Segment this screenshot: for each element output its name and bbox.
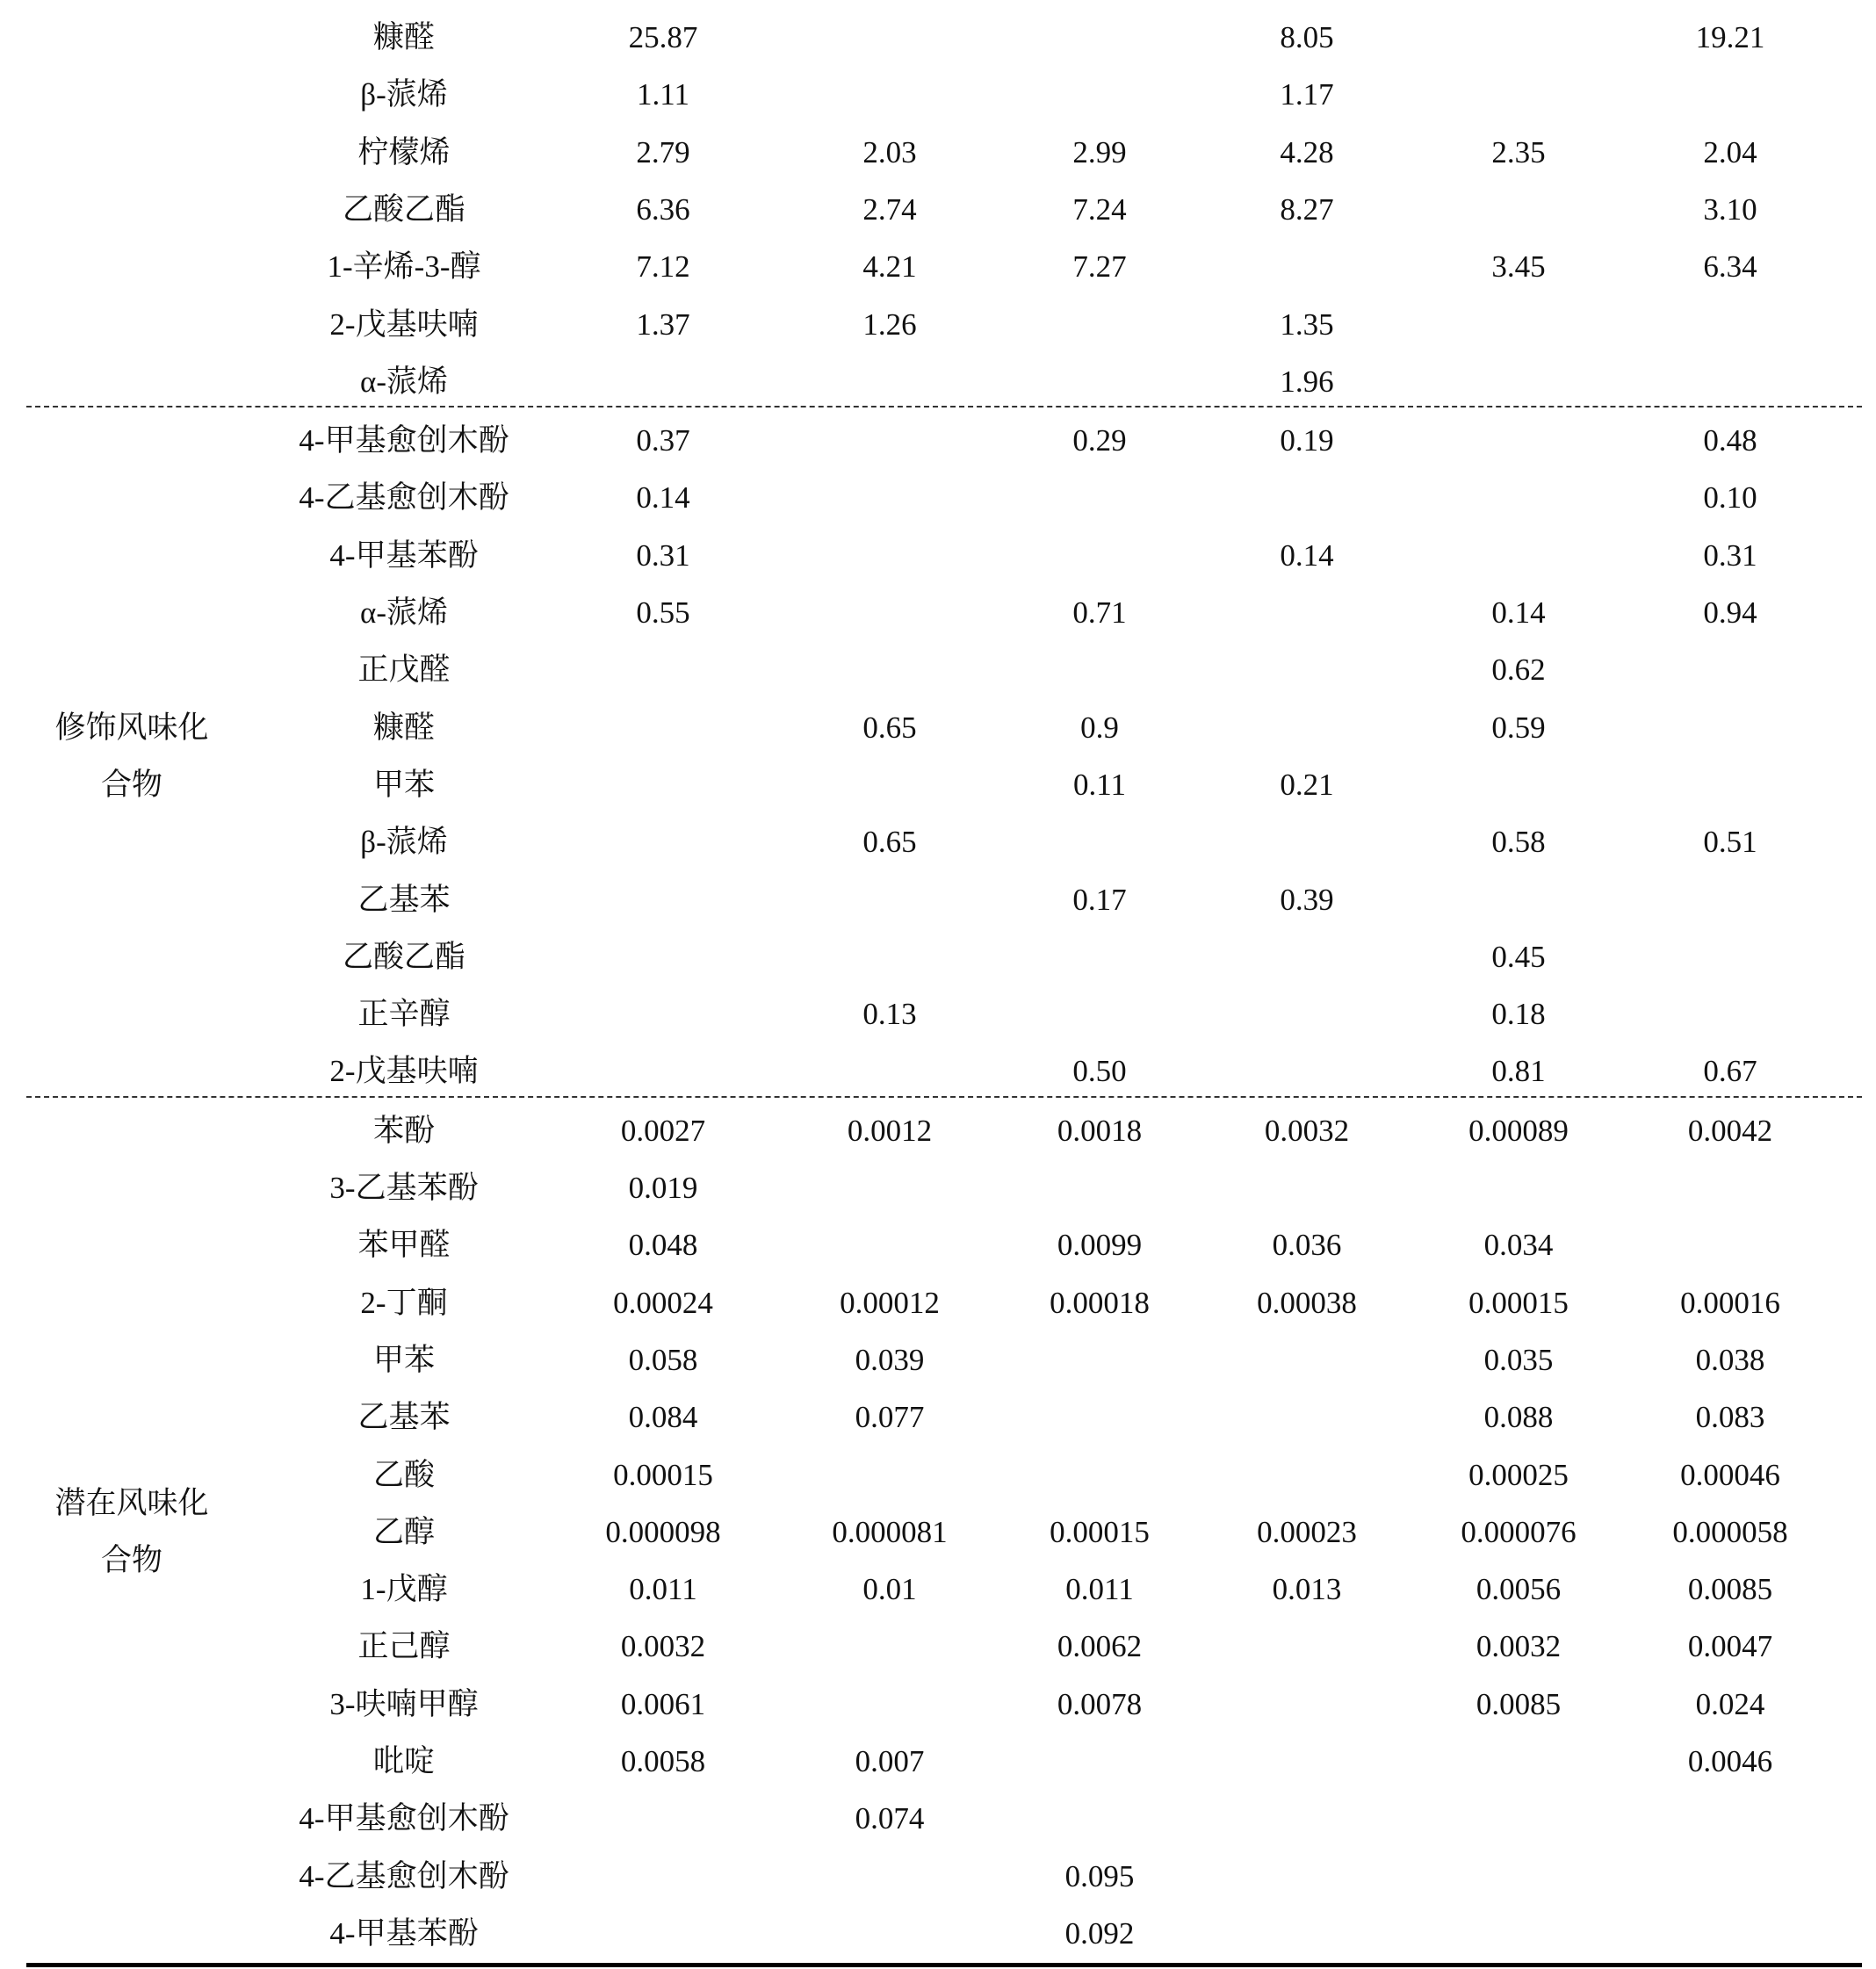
value-cell: 0.48 — [1703, 423, 1757, 458]
value-cell: 0.00025 — [1468, 1457, 1569, 1492]
value-cell: 0.31 — [1703, 537, 1757, 573]
value-cell: 0.29 — [1072, 423, 1127, 458]
table-row — [26, 979, 1862, 1036]
table-row — [26, 463, 1862, 520]
table-row — [26, 60, 1862, 117]
value-cell: 19.21 — [1695, 20, 1765, 54]
value-cell: 7.24 — [1072, 191, 1127, 227]
value-cell: 0.0042 — [1687, 1113, 1773, 1148]
value-cell: 0.00018 — [1050, 1285, 1150, 1320]
table-row — [26, 1036, 1862, 1093]
value-cell: 0.01 — [862, 1572, 917, 1607]
value-cell: 0.50 — [1072, 1054, 1127, 1089]
compound-name: 3-呋喃甲醇 — [329, 1686, 479, 1721]
value-cell: 0.00012 — [840, 1285, 940, 1320]
value-cell: 8.05 — [1280, 20, 1334, 54]
value-cell: 0.0032 — [1264, 1113, 1350, 1148]
value-cell — [1585, 865, 1875, 922]
value-cell: 0.00015 — [613, 1457, 713, 1492]
value-cell: 7.12 — [636, 249, 690, 285]
table-row — [26, 1554, 1862, 1612]
value-cell: 0.0056 — [1476, 1572, 1562, 1607]
value-cell: 0.000081 — [832, 1514, 948, 1549]
value-cell: 0.084 — [628, 1400, 698, 1435]
value-cell: 1.17 — [1280, 77, 1334, 112]
value-cell: 0.10 — [1703, 480, 1757, 516]
value-cell: 1.37 — [636, 307, 690, 342]
compound-name: 2-戊基呋喃 — [329, 1054, 479, 1089]
value-cell: 0.11 — [1073, 767, 1126, 802]
compound-name: 正己醇 — [357, 1629, 451, 1664]
value-cell: 0.71 — [1072, 595, 1127, 630]
value-cell: 0.65 — [862, 825, 917, 860]
compound-name: 4-乙基愈创木酚 — [299, 480, 509, 516]
table-row — [26, 118, 1862, 175]
table-row — [26, 347, 1862, 404]
table-row — [26, 1382, 1862, 1439]
value-cell: 0.39 — [1280, 882, 1334, 917]
value-cell: 0.65 — [862, 710, 917, 745]
table-row — [26, 1670, 1862, 1727]
value-cell — [1585, 290, 1875, 347]
value-cell: 1.96 — [1280, 364, 1334, 399]
compound-name: 乙基苯 — [357, 882, 451, 917]
value-cell: 0.088 — [1483, 1400, 1554, 1435]
compound-name: 正戊醛 — [357, 653, 451, 688]
table-row — [26, 1784, 1862, 1841]
table-row — [26, 1842, 1862, 1899]
compound-name: 乙基苯 — [357, 1400, 451, 1435]
value-cell: 0.0018 — [1057, 1113, 1143, 1148]
value-cell: 0.14 — [1491, 595, 1546, 630]
table-row — [26, 693, 1862, 750]
value-cell: 0.58 — [1491, 825, 1546, 860]
compound-name: 4-甲基愈创木酚 — [299, 423, 509, 458]
table-row — [26, 1727, 1862, 1784]
compound-name: 4-甲基愈创木酚 — [299, 1801, 509, 1836]
value-cell: 0.077 — [855, 1400, 925, 1435]
compound-name: 4-甲基苯酚 — [329, 1915, 479, 1951]
value-cell: 0.0078 — [1057, 1686, 1143, 1721]
value-cell: 0.00046 — [1680, 1457, 1780, 1492]
value-cell — [1585, 693, 1875, 750]
table-row — [26, 290, 1862, 347]
value-cell: 0.19 — [1280, 423, 1334, 458]
value-cell: 0.013 — [1272, 1572, 1342, 1607]
table-row — [26, 1096, 1862, 1153]
compound-name: 1-戊醇 — [360, 1572, 448, 1607]
value-cell: 0.007 — [855, 1744, 925, 1778]
value-cell: 0.45 — [1491, 939, 1546, 974]
value-cell: 0.17 — [1072, 882, 1127, 917]
table-row — [26, 521, 1862, 578]
compound-name: 2-丁酮 — [360, 1285, 448, 1320]
value-cell: 0.058 — [628, 1342, 698, 1377]
group-label: 潜在风味化合物 — [54, 1486, 209, 1578]
value-cell — [1585, 1899, 1875, 1956]
value-cell: 7.27 — [1072, 249, 1127, 285]
table-row — [26, 922, 1862, 979]
compound-name: 乙醇 — [372, 1514, 435, 1549]
table-row — [26, 1325, 1862, 1382]
compound-name: 乙酸 — [372, 1457, 435, 1492]
value-cell: 0.000076 — [1461, 1514, 1577, 1549]
value-cell: 3.45 — [1491, 249, 1546, 285]
value-cell: 2.03 — [862, 134, 917, 169]
value-cell: 3.10 — [1703, 191, 1757, 227]
table-row — [26, 1612, 1862, 1669]
value-cell: 0.31 — [636, 537, 690, 573]
value-cell: 0.62 — [1491, 653, 1546, 688]
value-cell: 0.00023 — [1257, 1514, 1357, 1549]
compound-name: 糠醛 — [372, 20, 435, 54]
value-cell — [1585, 1153, 1875, 1210]
value-cell: 0.00016 — [1680, 1285, 1780, 1320]
compound-name: 3-乙基苯酚 — [329, 1171, 479, 1205]
value-cell: 0.67 — [1703, 1054, 1757, 1089]
value-cell: 0.011 — [629, 1572, 697, 1607]
value-cell: 1.11 — [637, 77, 689, 112]
value-cell: 0.000058 — [1672, 1514, 1788, 1549]
table-row — [26, 807, 1862, 864]
table-row — [26, 232, 1862, 289]
value-cell: 0.00015 — [1468, 1285, 1569, 1320]
value-cell: 0.0061 — [620, 1686, 706, 1721]
value-cell: 0.095 — [1064, 1858, 1135, 1893]
value-cell: 0.092 — [1064, 1915, 1135, 1951]
value-cell: 1.35 — [1280, 307, 1334, 342]
compound-name: 甲苯 — [372, 767, 435, 802]
value-cell: 4.21 — [862, 249, 917, 285]
compound-name: β-蒎烯 — [360, 77, 448, 112]
value-cell: 0.011 — [1065, 1572, 1134, 1607]
value-cell: 0.038 — [1695, 1342, 1765, 1377]
value-cell: 6.36 — [636, 191, 690, 227]
table-row — [26, 1268, 1862, 1325]
data-table — [26, 0, 1862, 1959]
value-cell: 2.74 — [862, 191, 917, 227]
compound-name: β-蒎烯 — [360, 825, 448, 860]
value-cell: 0.0012 — [847, 1113, 933, 1148]
value-cell: 0.0085 — [1476, 1686, 1562, 1721]
value-cell: 6.34 — [1703, 249, 1757, 285]
value-cell: 0.0032 — [1476, 1629, 1562, 1664]
value-cell: 0.0032 — [620, 1629, 706, 1664]
value-cell: 0.0062 — [1057, 1629, 1143, 1664]
value-cell: 0.074 — [855, 1801, 925, 1836]
table-row — [26, 750, 1862, 807]
value-cell: 0.00089 — [1468, 1113, 1569, 1148]
value-cell — [1585, 1210, 1875, 1267]
table-row — [26, 1899, 1862, 1956]
value-cell — [1585, 1784, 1875, 1841]
value-cell: 4.28 — [1280, 134, 1334, 169]
value-cell: 0.00038 — [1257, 1285, 1357, 1320]
table-bottom-rule — [26, 1963, 1862, 1967]
value-cell: 0.036 — [1272, 1228, 1342, 1263]
value-cell: 0.019 — [628, 1171, 698, 1205]
compound-name: 甲苯 — [372, 1342, 435, 1377]
value-cell: 0.9 — [1080, 710, 1119, 745]
compound-name: 2-戊基呋喃 — [329, 307, 479, 342]
table-row — [26, 635, 1862, 692]
value-cell: 0.0085 — [1687, 1572, 1773, 1607]
value-cell: 2.35 — [1491, 134, 1546, 169]
value-cell — [1585, 60, 1875, 117]
value-cell: 0.00015 — [1050, 1514, 1150, 1549]
table-row — [26, 175, 1862, 232]
compound-name: 4-乙基愈创木酚 — [299, 1858, 509, 1893]
value-cell — [1585, 750, 1875, 807]
table-row — [26, 1210, 1862, 1267]
compound-name: 糠醛 — [372, 710, 435, 745]
value-cell — [1585, 1842, 1875, 1899]
value-cell: 0.024 — [1695, 1686, 1765, 1721]
group-label: 修饰风味化合物 — [54, 710, 209, 802]
table-row — [26, 1153, 1862, 1210]
value-cell: 0.039 — [855, 1342, 925, 1377]
compound-name: 1-辛烯-3-醇 — [327, 249, 481, 285]
compound-name: α-蒎烯 — [360, 595, 448, 630]
value-cell: 0.51 — [1703, 825, 1757, 860]
compound-name: 乙酸乙酯 — [342, 939, 465, 974]
value-cell: 0.21 — [1280, 767, 1334, 802]
table-row — [26, 1440, 1862, 1497]
compound-name: 吡啶 — [372, 1744, 435, 1778]
compound-name: α-蒎烯 — [360, 364, 448, 399]
compound-name: 苯甲醛 — [357, 1228, 451, 1263]
value-cell: 0.0058 — [620, 1744, 706, 1778]
table-row — [26, 406, 1862, 463]
value-cell: 0.81 — [1491, 1054, 1546, 1089]
table-row — [26, 578, 1862, 635]
value-cell: 0.55 — [636, 595, 690, 630]
value-cell: 0.0027 — [620, 1113, 706, 1148]
value-cell: 2.79 — [636, 134, 690, 169]
value-cell: 2.04 — [1703, 134, 1757, 169]
value-cell: 0.94 — [1703, 595, 1757, 630]
compound-name: 苯酚 — [372, 1113, 435, 1148]
value-cell: 0.18 — [1491, 997, 1546, 1032]
compound-name: 正辛醇 — [357, 997, 451, 1032]
value-cell — [1585, 979, 1875, 1036]
value-cell: 0.14 — [636, 480, 690, 516]
table-row — [26, 3, 1862, 60]
value-cell: 1.26 — [862, 307, 917, 342]
value-cell: 0.034 — [1483, 1228, 1554, 1263]
value-cell: 0.59 — [1491, 710, 1546, 745]
value-cell: 8.27 — [1280, 191, 1334, 227]
value-cell — [1585, 922, 1875, 979]
value-cell: 0.000098 — [605, 1514, 721, 1549]
value-cell: 0.14 — [1280, 537, 1334, 573]
value-cell: 0.0047 — [1687, 1629, 1773, 1664]
value-cell: 0.00024 — [613, 1285, 713, 1320]
table-row — [26, 865, 1862, 922]
value-cell: 0.37 — [636, 423, 690, 458]
compound-name: 柠檬烯 — [357, 134, 451, 169]
value-cell: 0.0046 — [1687, 1744, 1773, 1778]
value-cell: 0.035 — [1483, 1342, 1554, 1377]
compound-name: 4-甲基苯酚 — [329, 537, 479, 573]
value-cell: 0.13 — [862, 997, 917, 1032]
table-row — [26, 1497, 1862, 1554]
value-cell — [1585, 635, 1875, 692]
compound-name: 乙酸乙酯 — [342, 191, 465, 227]
value-cell: 25.87 — [628, 20, 698, 54]
value-cell: 2.99 — [1072, 134, 1127, 169]
value-cell: 0.083 — [1695, 1400, 1765, 1435]
value-cell: 0.0099 — [1057, 1228, 1143, 1263]
value-cell: 0.048 — [628, 1228, 698, 1263]
value-cell — [1585, 347, 1875, 404]
